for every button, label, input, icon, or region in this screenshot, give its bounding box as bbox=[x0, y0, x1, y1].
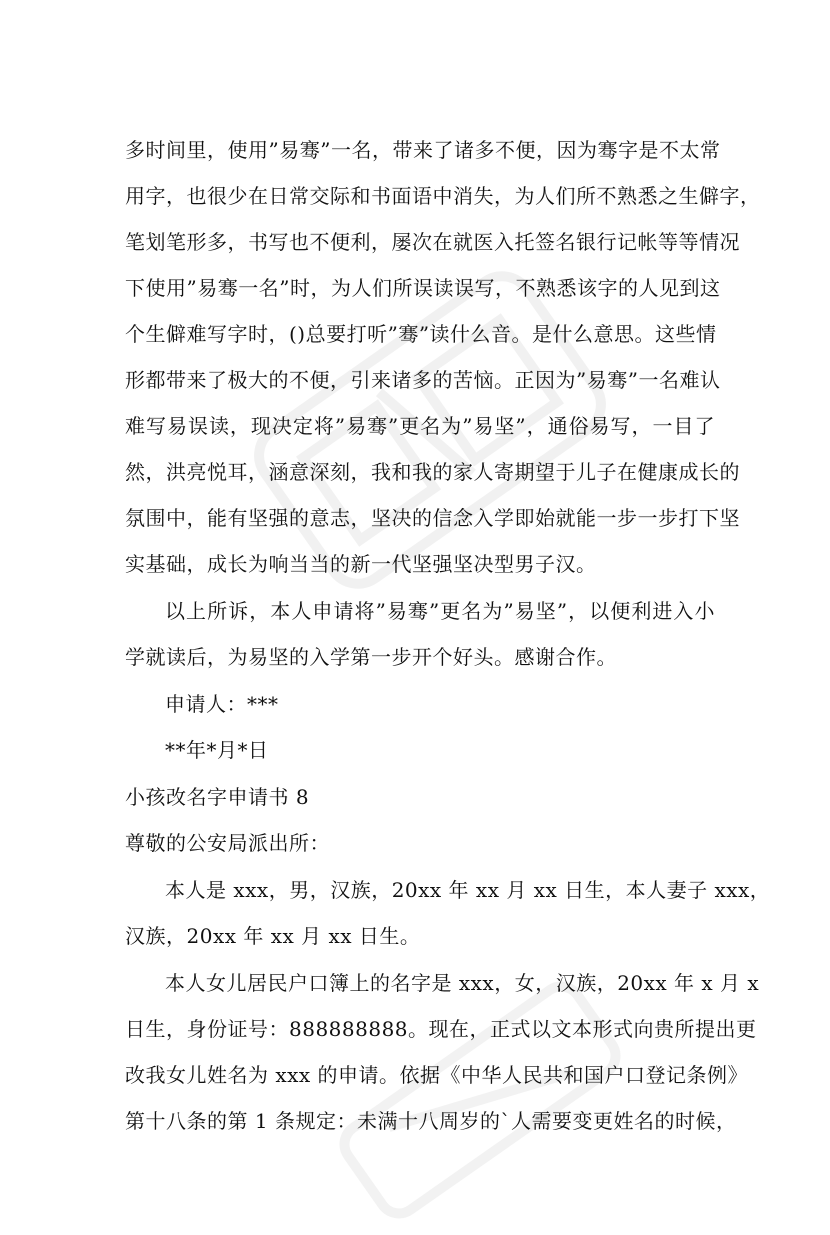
body-line: 汉族，20xx 年 xx 月 xx 日生。 bbox=[125, 924, 421, 948]
applicant-line: 申请人：*** bbox=[165, 692, 279, 716]
body-line: 用字，也很少在日常交际和书面语中消失，为人们所不熟悉之生僻字， bbox=[125, 184, 761, 208]
body-line: 然，洪亮悦耳，涵意深刻，我和我的家人寄期望于儿子在健康成长的 bbox=[125, 460, 740, 484]
body-line: 氛围中，能有坚强的意志，坚决的信念入学即始就能一步一步打下坚 bbox=[125, 506, 740, 530]
body-line: 本人是 xxx，男，汉族，20xx 年 xx 月 xx 日生，本人妻子 xxx， bbox=[165, 878, 771, 902]
body-line: 日生，身份证号：888888888。现在，正式以文本形式向贵所提出更 bbox=[125, 1017, 757, 1041]
body-line: 以上所诉，本人申请将”易骞”更名为”易坚”，以便利进入小 bbox=[165, 599, 715, 623]
body-line: 笔划笔形多，书写也不便利，屡次在就医入托签名银行记帐等等情况 bbox=[125, 230, 740, 254]
date-line: **年*月*日 bbox=[165, 738, 269, 762]
watermark-fragment-icon bbox=[323, 965, 638, 1235]
salutation: 尊敬的公安局派出所： bbox=[125, 831, 330, 855]
body-line: 形都带来了极大的不便，引来诸多的苦恼。正因为”易骞”一名难认 bbox=[125, 368, 721, 392]
body-line: 实基础，成长为响当当的新一代坚强坚决型男子汉。 bbox=[125, 552, 597, 576]
body-line: 下使用”易骞一名”时，为人们所误读误写，不熟悉该字的人见到这 bbox=[125, 276, 721, 300]
section-title: 小孩改名字申请书 8 bbox=[125, 785, 310, 809]
body-line: 多时间里，使用”易骞”一名，带来了诸多不便，因为骞字是不太常 bbox=[125, 138, 721, 162]
body-line: 个生僻难写字时，()总要打听”骞”读什么音。是什么意思。这些情 bbox=[125, 322, 717, 346]
body-line: 本人女儿居民户口簿上的名字是 xxx，女，汉族，20xx 年 x 月 x bbox=[165, 971, 760, 995]
body-line: 改我女儿姓名为 xxx 的申请。依据《中华人民共和国户口登记条例》 bbox=[125, 1063, 749, 1087]
body-line: 学就读后，为易坚的入学第一步开个好头。感谢合作。 bbox=[125, 645, 617, 669]
body-line: 难写易误读，现决定将”易骞”更名为”易坚”，通俗易写，一目了 bbox=[125, 414, 715, 438]
body-line: 第十八条的第 1 条规定：未满十八周岁的`人需要变更姓名的时候， bbox=[125, 1109, 737, 1133]
